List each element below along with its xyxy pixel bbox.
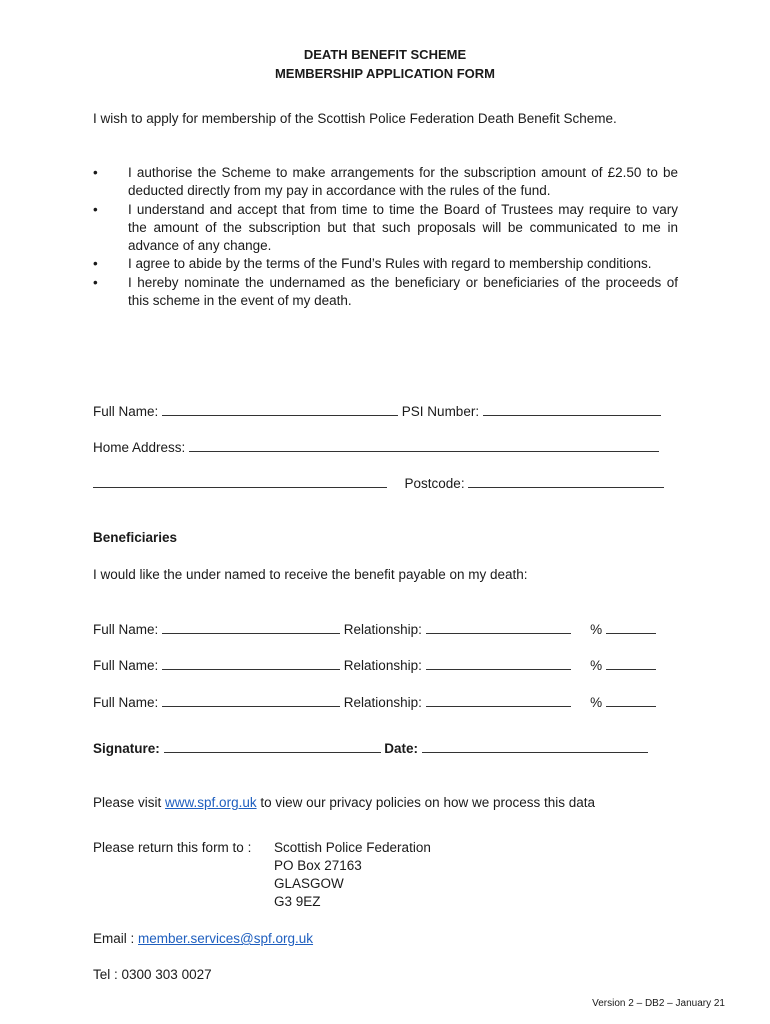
privacy-notice [93, 795, 595, 810]
signature-label: Signature: [93, 741, 160, 756]
beneficiary-name-field[interactable] [162, 694, 340, 707]
telephone: Tel : 0300 303 0027 [93, 967, 212, 982]
bullet-icon: • [93, 201, 98, 217]
postcode-field[interactable] [468, 475, 664, 488]
percent-label: % [590, 695, 603, 710]
declaration-text: I hereby nominate the undernamed as the beneficiary or beneficiaries of the proceeds of this scheme in the event of my death. [128, 274, 678, 309]
form-subtitle: MEMBERSHIP APPLICATION FORM [274, 66, 496, 81]
relationship-label: Relationship: [343, 622, 422, 637]
beneficiary-row [93, 657, 656, 673]
declaration-text: I understand and accept that from time to time the Board of Trustees may require to vary the amount of the subscription but that such proposals will be communicated to me in advance of any change. [128, 201, 678, 254]
beneficiaries-intro: I would like the under named to receive the benefit payable on my death: [93, 567, 528, 582]
relationship-field[interactable] [426, 621, 571, 634]
declaration-text: I authorise the Scheme to make arrangements for the subscription amount of £2.50 to be deducted directly from my pay in accordance with the rules of the fund. [128, 165, 678, 199]
date-label: Date: [384, 741, 419, 756]
list-item [93, 164, 678, 201]
relationship-label: Relationship: [343, 658, 422, 673]
beneficiaries-heading: Beneficiaries [93, 530, 178, 545]
signature-field[interactable] [164, 740, 381, 753]
beneficiary-name-label: Full Name: [93, 658, 159, 673]
percent-label: % [590, 658, 603, 673]
date-field[interactable] [422, 740, 648, 753]
declaration-text: I agree to abide by the terms of the Fund’s Rules with regard to membership conditions. [128, 256, 652, 272]
email-row [93, 931, 313, 946]
signature-row [93, 740, 648, 756]
email-link[interactable]: member.services@spf.org.uk [138, 931, 314, 946]
email-label: Email : [93, 931, 135, 946]
beneficiary-name-label: Full Name: [93, 695, 159, 710]
home-address-row [93, 439, 659, 455]
member-name-row [93, 403, 661, 419]
beneficiary-name-field[interactable] [162, 621, 340, 634]
privacy-suffix: to view our privacy policies on how we process this data [260, 795, 596, 810]
full-name-field[interactable] [162, 403, 398, 416]
percent-field[interactable] [606, 621, 656, 634]
address-line: PO Box 27163 [274, 858, 362, 873]
psi-number-label: PSI Number: [401, 404, 480, 419]
privacy-prefix: Please visit [93, 795, 162, 810]
address-line2-row [93, 475, 664, 491]
home-address-label: Home Address: [93, 440, 186, 455]
bullet-icon: • [93, 256, 98, 272]
list-item [93, 201, 678, 256]
beneficiary-name-field[interactable] [162, 657, 340, 670]
form-title: DEATH BENEFIT SCHEME [303, 47, 467, 62]
percent-label: % [590, 622, 603, 637]
beneficiary-row [93, 621, 656, 637]
psi-number-field[interactable] [483, 403, 661, 416]
relationship-label: Relationship: [343, 695, 422, 710]
home-address-field[interactable] [189, 439, 659, 452]
declaration-list [93, 164, 678, 310]
address-line2-field[interactable] [93, 475, 387, 488]
percent-field[interactable] [606, 694, 656, 707]
relationship-field[interactable] [426, 657, 571, 670]
version-footer: Version 2 – DB2 – January 21 [592, 998, 725, 1009]
return-label: Please return this form to : [93, 840, 252, 855]
privacy-link[interactable]: www.spf.org.uk [165, 795, 257, 810]
intro-text: I wish to apply for membership of the Scottish Police Federation Death Benefit Scheme. [93, 111, 617, 126]
beneficiary-row [93, 694, 656, 710]
address-line: G3 9EZ [274, 894, 321, 909]
bullet-icon: • [93, 165, 98, 180]
list-item [93, 255, 678, 273]
full-name-label: Full Name: [93, 404, 159, 419]
beneficiary-name-label: Full Name: [93, 622, 159, 637]
postcode-label: Postcode: [404, 476, 465, 491]
address-line: Scottish Police Federation [274, 840, 431, 855]
percent-field[interactable] [606, 657, 656, 670]
address-line: GLASGOW [274, 876, 344, 891]
relationship-field[interactable] [426, 694, 571, 707]
list-item [93, 274, 678, 311]
bullet-icon: • [93, 274, 98, 290]
